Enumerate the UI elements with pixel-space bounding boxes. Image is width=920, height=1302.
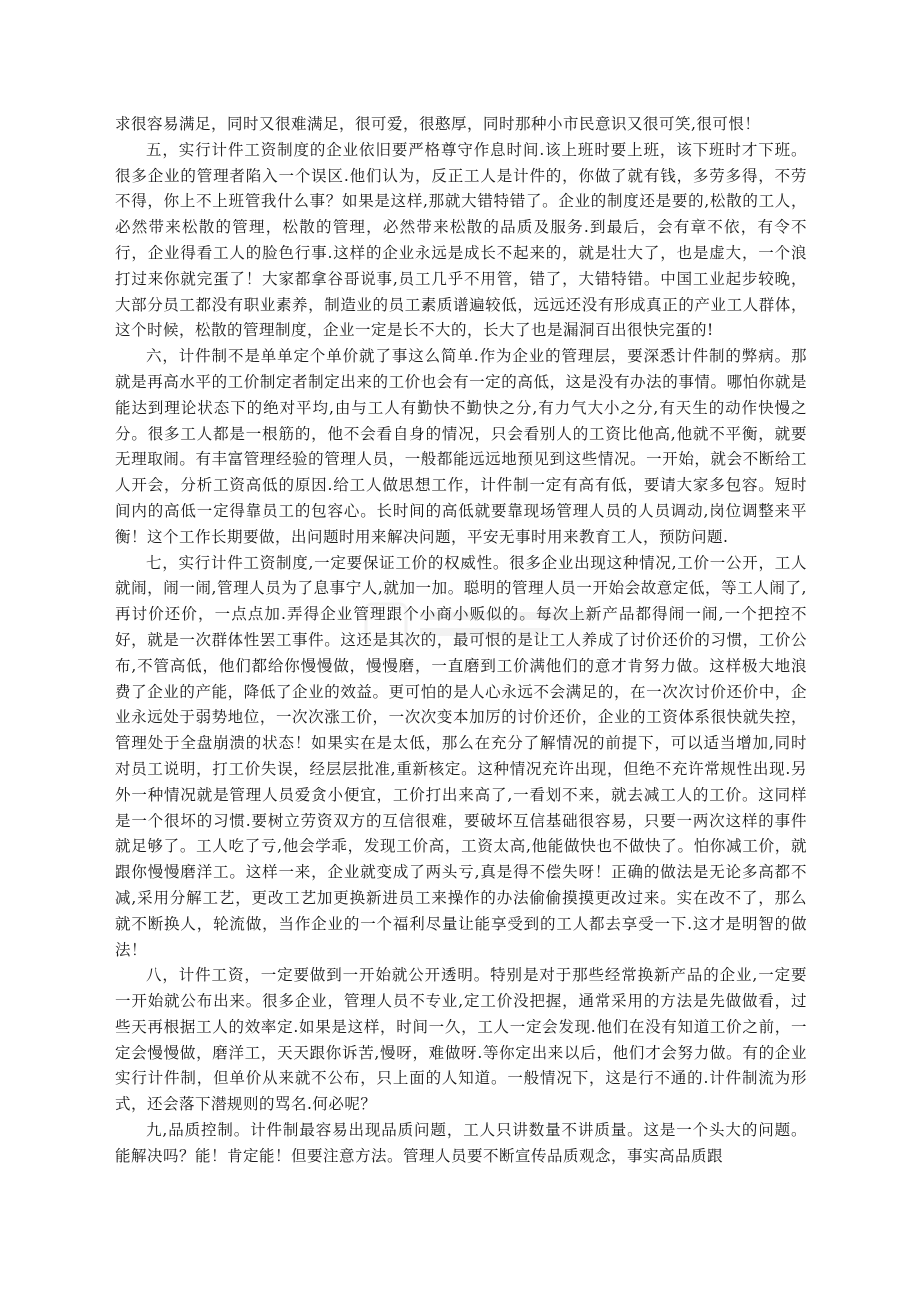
document-body <box>115 112 807 1170</box>
paragraph-section-6: 六，计件制不是单单定个单价就了事这么简单.作为企业的管理层，要深悉计件制的弊病。那就是再高水平的工价制定者制定出来的工价也会有一定的高低，这是没有办法的事情。哪怕你就是能达到理论状态下的绝对平均,由与工人有勤快不勤快之分,有力气大小之分,有天生的动作快慢之分。很多工人都是一根筋的，他不会看自身的情况，只会看别人的工资比他高,他就不平衡，就要无理取闹。有丰富管理经验的管理人员，一般都能远远地预见到这些情况。一开始，就会不断给工人开会，分析工资高低的原因.给工人做思想工作，计件制一定有高有低，要请大家多包容。短时间内的高低一定得靠员工的包容心。长时间的高低就要靠现场管理人员的人员调动,岗位调整来平衡！这个工作长期要做，出问题时用来解决问题，平安无事时用来教育工人，预防问题. <box>115 347 807 546</box>
paragraph-section-8: 八，计件工资，一定要做到一开始就公开透明。特别是对于那些经常换新产品的企业,一定要一开始就公布出来。很多企业，管理人员不专业,定工价没把握，通常采用的方法是先做做看，过些天再根据工人的效率定.如果是这样，时间一久，工人一定会发现.他们在没有知道工价之前，一定会慢慢做，磨洋工，天天跟你诉苦,慢呀，难做呀.等你定出来以后，他们才会努力做。有的企业实行计件制，但单价从来就不公布，只上面的人知道。一般情况下，这是行不通的.计件制流为形式，还会落下潜规则的骂名.何必呢？ <box>115 966 807 1114</box>
paragraph-section-5: 五，实行计件工资制度的企业依旧要严格尊守作息时间.该上班时要上班，该下班时才下班。很多企业的管理者陷入一个误区.他们认为，反正工人是计件的，你做了就有钱，多劳多得，不劳不得，你上不上班管我什么事？如果是这样,那就大错特错了。企业的制度还是要的,松散的工人，必然带来松散的管理，松散的管理，必然带来松散的品质及服务.到最后，会有章不依，有令不行，企业得看工人的脸色行事.这样的企业永远是成长不起来的，就是壮大了，也是虚大，一个浪打过来你就完蛋了！大家都拿谷哥说事,员工几乎不用管，错了，大错特错。中国工业起步较晚，大部分员工都没有职业素养，制造业的员工素质谱遍较低，远远还没有形成真正的产业工人群体，这个时候，松散的管理制度，企业一定是长不大的，长大了也是漏洞百出很快完蛋的! <box>115 140 807 340</box>
paragraph-continuation: 求很容易满足，同时又很难满足，很可爱，很憨厚，同时那种小市民意识又很可笑,很可恨！ <box>115 115 761 133</box>
paragraph-section-9: 九,品质控制。计件制最容易出现品质问题，工人只讲数量不讲质量。这是一个头大的问题。能解决吗？能！肯定能！但要注意方法。管理人员要不断宣传品质观念，事实高品质跟 <box>115 1121 807 1165</box>
paragraph-section-7: 七，实行计件工资制度,一定要保证工价的权威性。很多企业出现这种情况,工价一公开，工人就闹，闹一闹,管理人员为了息事宁人,就加一加。聪明的管理人员一开始会故意定低，等工人闹了,再讨价还价，一点点加.弄得企业管理跟个小商小贩似的。每次上新产品都得闹一闹,一个把控不好，就是一次群体性罢工事件。这还是其次的，最可恨的是让工人养成了讨价还价的习惯，工价公布,不管高低，他们都给你慢慢做，慢慢磨，一直磨到工价满他们的意才肯努力做。这样极大地浪费了企业的产能，降低了企业的效益。更可怕的是人心永远不会满足的，在一次次讨价还价中，企业永远处于弱势地位，一次次涨工价，一次次变本加厉的讨价还价，企业的工资体系很快就失控，管理处于全盘崩溃的状态！如果实在是太低，那么在充分了解情况的前提下，可以适当增加,同时对员工说明，打工价失误，经层层批准,重新核定。这种情况充许出现，但绝不充许常规性出现.另外一种情况就是管理人员爱贪小便宜，工价打出来高了,一看划不来，就去减工人的工价。这同样是一个很坏的习惯.要树立劳资双方的互信很难，要破坏互信基础很容易，只要一两次这样的事件就足够了。工人吃了亏,他会学乖，发现工价高，工资太高,他能做快也不做快了。怕你减工价，就跟你慢慢磨洋工。这样一来，企业就变成了两头亏,真是得不偿失呀！正确的做法是无论多高都不减,采用分解工艺，更改工艺加更换新进员工来操作的办法偷偷摸摸更改过来。实在改不了，那么就不断换人，轮流做，当作企业的一个福利尽量让能享受到的工人都去享受一下.这才是明智的做法！ <box>115 553 807 959</box>
